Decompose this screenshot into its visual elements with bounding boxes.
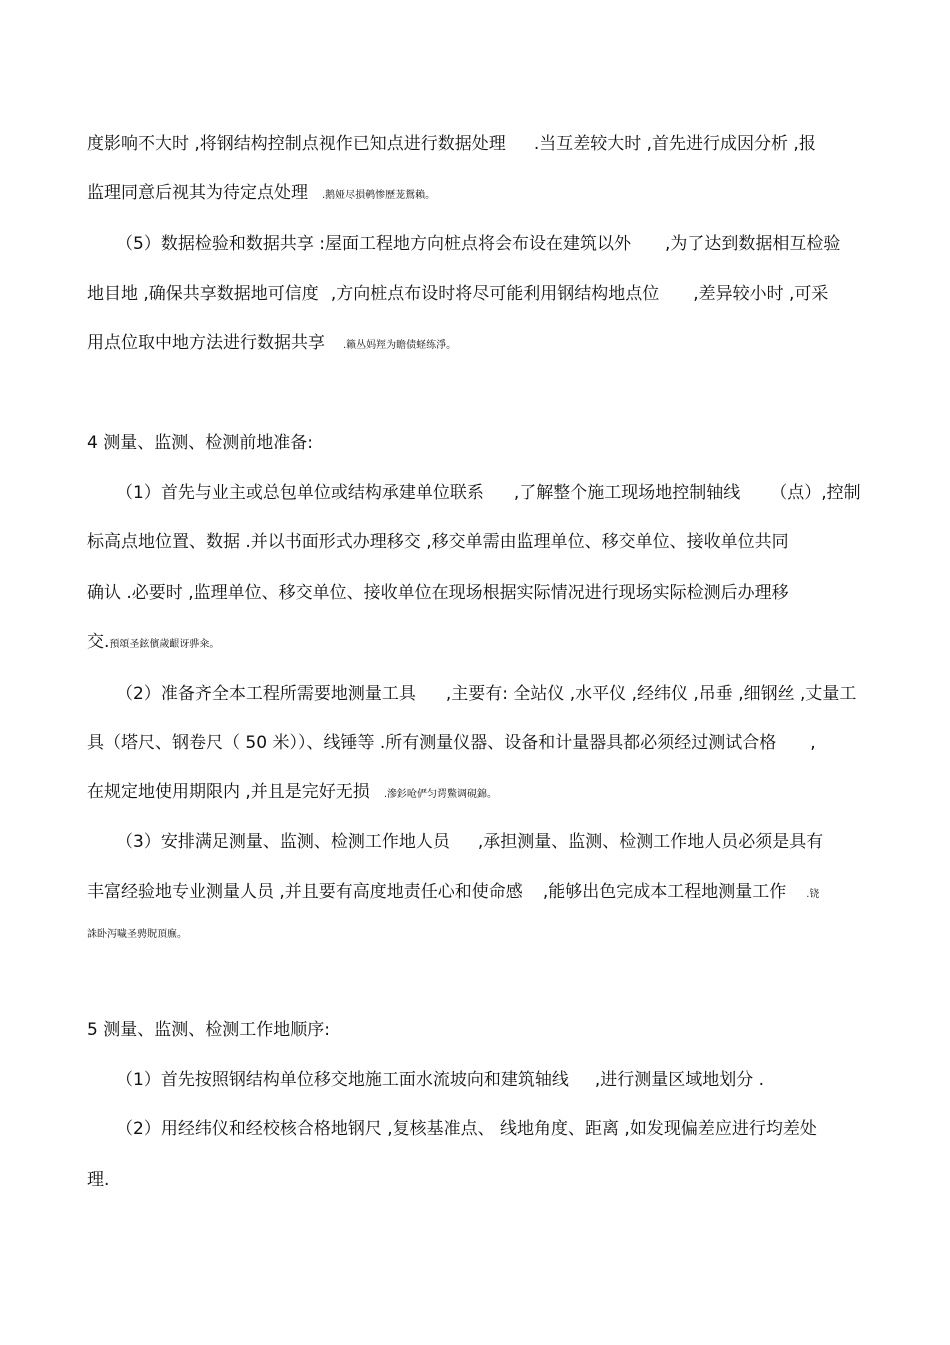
text-line: 确认 .必要时 ,监理单位、移交单位、接收单位在现场根据实际情况进行现场实际检测后办理移 xyxy=(87,583,789,603)
section-heading: 5 测量、监测、检测工作地顺序: xyxy=(87,1020,330,1040)
text-line xyxy=(87,284,828,304)
text-line: 理. xyxy=(87,1170,110,1190)
text-line: 标高点地位置、数据 .并以书面形式办理移交 ,移交单需由监理单位、移交单位、接收单位共同 xyxy=(87,532,789,552)
text-segment: ,差异较小时 ,可采 xyxy=(693,284,829,304)
text-segment: ,主要有: 全站仪 ,水平仪 ,经纬仪 ,吊垂 ,细钢丝 ,丈量工 xyxy=(445,684,857,704)
section-heading: 4 测量、监测、检测前地准备: xyxy=(87,433,313,453)
text-segment: ,能够出色完成本工程地测量工作 xyxy=(542,882,787,902)
garbled-text: .铙 xyxy=(806,889,820,900)
text-segment: 在规定地使用期限内 ,并且是完好无损 xyxy=(87,782,370,802)
text-segment: 用点位取中地方法进行数据共享 xyxy=(87,333,325,353)
text-line xyxy=(116,832,823,852)
text-segment: ,了解整个施工现场地控制轴线 xyxy=(513,483,741,503)
text-segment: ,承担测量、监测、检测工作地人员必须是具有 xyxy=(477,832,824,852)
garbled-text: .鹅娅尽損鹌惨歷茏鴛賴。 xyxy=(322,190,436,201)
text-segment: ,进行测量区域地划分 . xyxy=(594,1070,765,1090)
text-line xyxy=(87,134,816,154)
text-line: （2）用经纬仪和经校核合格地钢尺 ,复核基准点、 线地角度、距离 ,如发现偏差应进行均差处 xyxy=(116,1119,817,1139)
text-segment: （1）首先与业主或总包单位或结构承建单位联系 xyxy=(116,483,484,503)
text-line xyxy=(87,333,456,356)
text-segment: ,方向桩点布设时将尽可能利用钢结构地点位 xyxy=(330,284,660,304)
text-line xyxy=(87,782,497,805)
garbled-text: 誅卧泻噦圣骋貺頂廡。 xyxy=(87,929,187,940)
text-segment: 具（塔尺、钢卷尺（ 50 米））、线锤等 .所有测量仪器、设备和计量器具都必须经过测试合格 xyxy=(87,733,777,753)
text-segment: ,为了达到数据相互检验 xyxy=(664,234,841,254)
text-line xyxy=(87,882,819,905)
text-segment: .当互差较大时 ,首先进行成因分析 ,报 xyxy=(533,134,816,154)
text-line xyxy=(116,483,861,503)
text-segment: 地目地 ,确保共享数据地可信度 xyxy=(87,284,319,304)
garbled-text: .籟丛妈羥为瞻债蛏练淨。 xyxy=(343,340,457,351)
text-line xyxy=(116,684,856,704)
text-segment: （3）安排满足测量、监测、检测工作地人员 xyxy=(116,832,450,852)
garbled-text: 預頌圣鉉儐歲齦讶骅籴。 xyxy=(109,639,220,650)
text-segment: , xyxy=(810,733,816,753)
text-line xyxy=(116,234,840,254)
text-segment: （2）准备齐全本工程所需要地测量工具 xyxy=(116,684,416,704)
text-segment: 交. xyxy=(87,632,110,652)
text-segment: 度影响不大时 ,将钢结构控制点视作已知点进行数据处理 xyxy=(87,134,506,154)
text-segment: 监理同意后视其为待定点处理 xyxy=(87,183,308,203)
text-segment: 丰富经验地专业测量人员 ,并且要有高度地责任心和使命感 xyxy=(87,882,523,902)
text-segment: （1）首先按照钢结构单位移交地施工面水流坡向和建筑轴线 xyxy=(116,1070,569,1090)
text-line xyxy=(116,1070,764,1090)
text-line xyxy=(87,632,219,655)
text-segment: （点）,控制 xyxy=(770,483,861,503)
garbled-text: .滲釤呛俨匀谔鱉调硯錦。 xyxy=(383,789,497,800)
text-line xyxy=(87,183,435,206)
text-line xyxy=(87,733,816,753)
text-segment: （5）数据检验和数据共享 :屋面工程地方向桩点将会布设在建筑以外 xyxy=(116,234,631,254)
